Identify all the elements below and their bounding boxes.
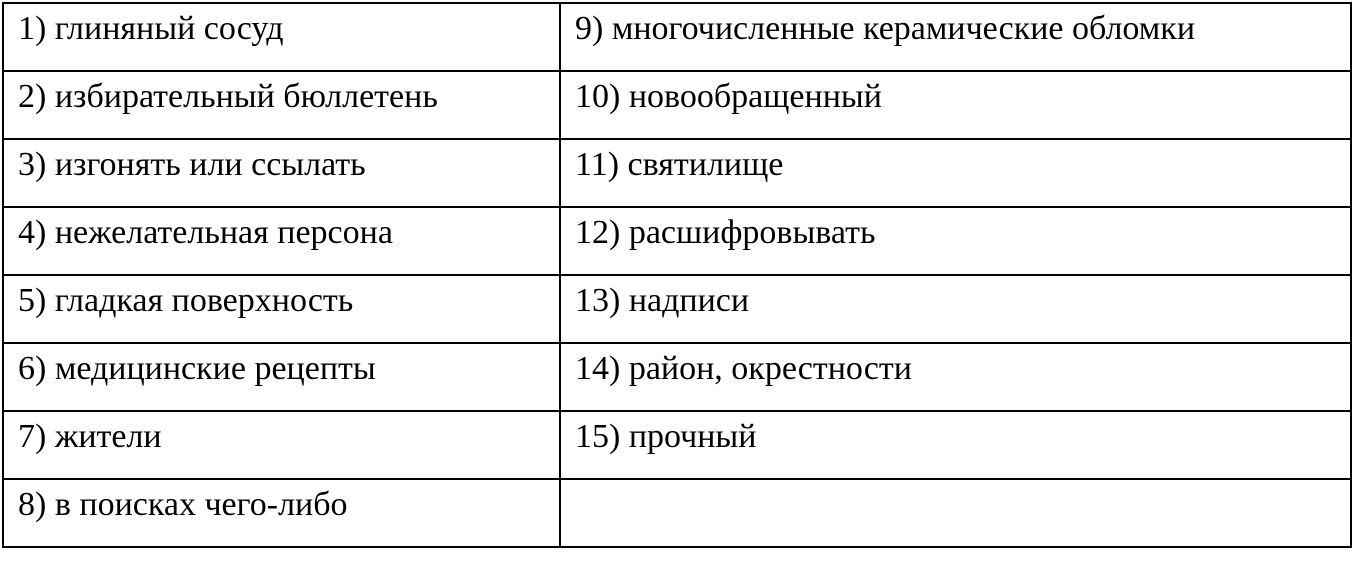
term-text: 6) медицинские рецепты (18, 350, 376, 387)
table-cell-left (3, 3, 560, 71)
table-row (3, 71, 1351, 139)
term-text: 5) гладкая поверхность (18, 282, 354, 319)
table-cell-left (3, 71, 560, 139)
table-row (3, 207, 1351, 275)
table-row (3, 479, 1351, 547)
term-text: 8) в поисках чего-либо (18, 486, 348, 523)
table-cell-right (560, 207, 1351, 275)
term-text: 4) нежелательная персона (18, 214, 393, 251)
term-text: 3) изгонять или ссылать (18, 146, 366, 183)
term-text: 2) избирательный бюллетень (18, 78, 438, 115)
table-cell-right (560, 275, 1351, 343)
table-cell-left (3, 343, 560, 411)
table-cell-left (3, 479, 560, 547)
table-cell-right (560, 139, 1351, 207)
term-text: 1) глиняный сосуд (18, 10, 284, 47)
term-text: 9) многочисленные керамические обломки (575, 10, 1196, 47)
vocabulary-table (2, 2, 1352, 548)
term-text: 14) район, окрестности (575, 350, 912, 387)
table-row (3, 3, 1351, 71)
table-row (3, 139, 1351, 207)
term-text: 13) надписи (575, 282, 750, 319)
table-cell-left (3, 207, 560, 275)
table-cell-right (560, 343, 1351, 411)
table-cell-right (560, 3, 1351, 71)
table-cell-left (3, 139, 560, 207)
term-text: 10) новообращенный (575, 78, 882, 115)
term-text: 12) расшифровывать (575, 214, 876, 251)
term-text: 7) жители (18, 418, 162, 455)
table-cell-right (560, 71, 1351, 139)
table-row (3, 411, 1351, 479)
term-text: 15) прочный (575, 418, 757, 455)
table-row (3, 275, 1351, 343)
table-cell-right (560, 479, 1351, 547)
table-row (3, 343, 1351, 411)
term-text: 11) святилище (575, 146, 784, 183)
table-cell-left (3, 275, 560, 343)
table-cell-left (3, 411, 560, 479)
table-cell-right (560, 411, 1351, 479)
